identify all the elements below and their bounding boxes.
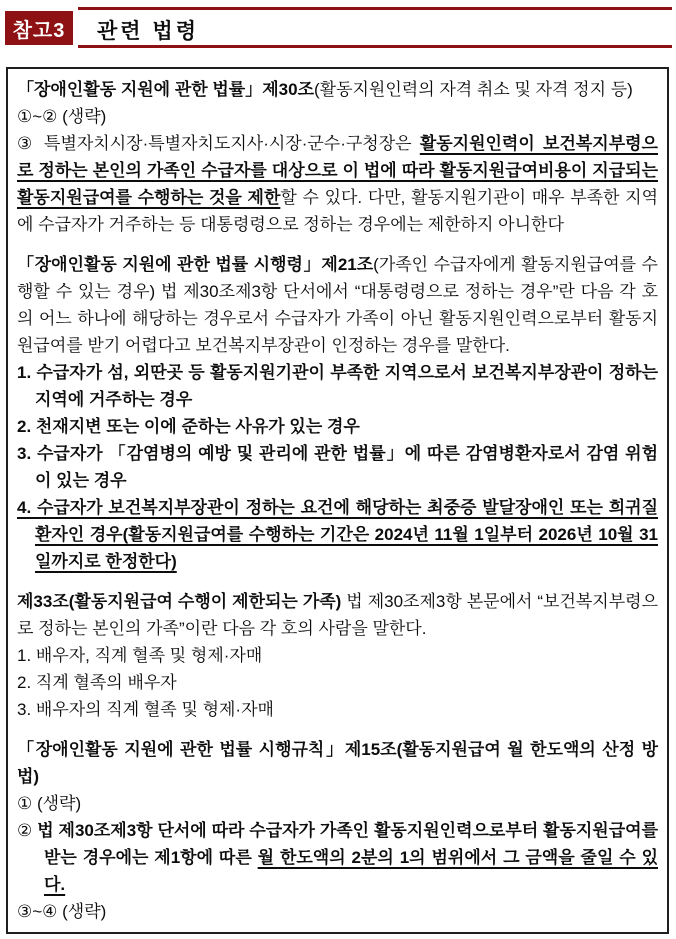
decree-item-2 xyxy=(17,413,658,440)
text-segment: 법 제30조제3항 단서에 따라 수급자가 가족인 활동지원인력으로부터 활동지원급여를 받는 경우에는 제1항에 따른 xyxy=(37,821,658,867)
text-segment: 월 한도액의 2분의 1의 범위에서 그 금액을 줄일 수 있다. xyxy=(44,848,658,894)
family-item-1 xyxy=(17,642,658,669)
enforcement-rule-omitted xyxy=(17,898,658,925)
text-segment: ② xyxy=(17,821,38,840)
header-rule-bottom xyxy=(78,45,672,48)
decree-item-3 xyxy=(17,440,658,494)
text-segment: 「장애인활동 지원에 관한 법률」제30조 xyxy=(17,80,314,99)
enforcement-rule-heading xyxy=(17,736,658,790)
law-act-heading xyxy=(17,76,658,103)
text-segment: 3. 수급자가 「감염병의 예방 및 관리에 관한 법률」에 따른 감염병환자로서 감염 위험이 있는 경우 xyxy=(17,444,658,490)
law-act-omitted-clauses xyxy=(17,103,658,130)
family-item-3 xyxy=(17,696,658,723)
decree-heading xyxy=(17,251,658,359)
header-rule-top xyxy=(78,7,672,10)
text-segment: 활동지원인력이 보건복지부령으로 정하는 본인의 가족인 수급자를 대상으로 이 법에 따라 활동지원급여비용이 지급되는 활동지원급여를 수행하는 것을 제한 xyxy=(17,134,658,207)
decree-item-4 xyxy=(17,494,658,575)
text-segment: (활동지원인력의 자격 취소 및 자격 정지 등) xyxy=(314,80,633,99)
page-title: 관련 법령 xyxy=(97,20,199,43)
rule-article-33 xyxy=(17,588,658,642)
text-segment: ①~② (생략) xyxy=(17,107,107,126)
text-segment: 법 제30조제3항 본문에서 “보건복지부령으로 정하는 본인의 가족”이란 다음 각 호의 사람을 말한다. xyxy=(17,592,658,638)
section-header xyxy=(0,0,676,62)
text-segment: 4. 수급자가 보건복지부장관이 정하는 요건에 해당하는 최중증 발달장애인 또는 희귀질환자인 경우(활동지원급여를 수행하는 기간은 2024년 11월 1일부터 2026년 10월 31일까지로 한정한다) xyxy=(17,498,658,571)
law-act-clause-3 xyxy=(17,130,658,238)
text-segment: 「장애인활동 지원에 관한 법률 시행규칙」제15조(활동지원급여 월 한도액의 산정 방법) xyxy=(17,740,658,786)
family-item-2 xyxy=(17,669,658,696)
text-segment: 할 수 있다. 다만, 활동지원기관이 매우 부족한 지역에 수급자가 거주하는 등 대통령령으로 정하는 경우에는 제한하지 아니한다 xyxy=(17,188,659,234)
text-segment: 제33조(활동지원급여 수행이 제한되는 가족) xyxy=(17,592,342,611)
enforcement-rule-clause-2 xyxy=(17,817,658,898)
decree-item-1 xyxy=(17,359,658,413)
text-segment: (가족인 수급자에게 활동지원급여를 수행할 수 있는 경우) 법 제30조제3항 단서에서 “대통령령으로 정하는 경우”란 다음 각 호의 어느 하나에 해당하는 경우로서 수급자가 가족이 아닌 활동지원인력으로부터 활동지원급여를 받기 어렵다고 보건복지부장관이 인정하는 경우를 말한다. xyxy=(17,255,658,355)
text-segment: 1. 배우자, 직계 혈족 및 형제·자매 xyxy=(17,646,263,665)
enforcement-rule-clause-1 xyxy=(17,790,658,817)
legal-text-box xyxy=(6,67,669,934)
text-segment: 3. 배우자의 직계 혈족 및 형제·자매 xyxy=(17,700,274,719)
text-segment: 2. 직계 혈족의 배우자 xyxy=(17,673,177,692)
text-segment: ③~④ (생략) xyxy=(17,902,107,921)
text-segment: 「장애인활동 지원에 관한 법률 시행령」제21조 xyxy=(17,255,374,274)
text-segment: 2. 천재지변 또는 이에 준하는 사유가 있는 경우 xyxy=(17,417,360,436)
reference-badge: 참고3 xyxy=(5,11,73,45)
text-segment: 1. 수급자가 섬, 외딴곳 등 활동지원기관이 부족한 지역으로서 보건복지부장관이 정하는 지역에 거주하는 경우 xyxy=(17,363,658,409)
text-segment: ③ 특별자치시장·특별자치도지사·시장·군수·구청장은 xyxy=(17,134,420,153)
text-segment: ① (생략) xyxy=(17,794,82,813)
